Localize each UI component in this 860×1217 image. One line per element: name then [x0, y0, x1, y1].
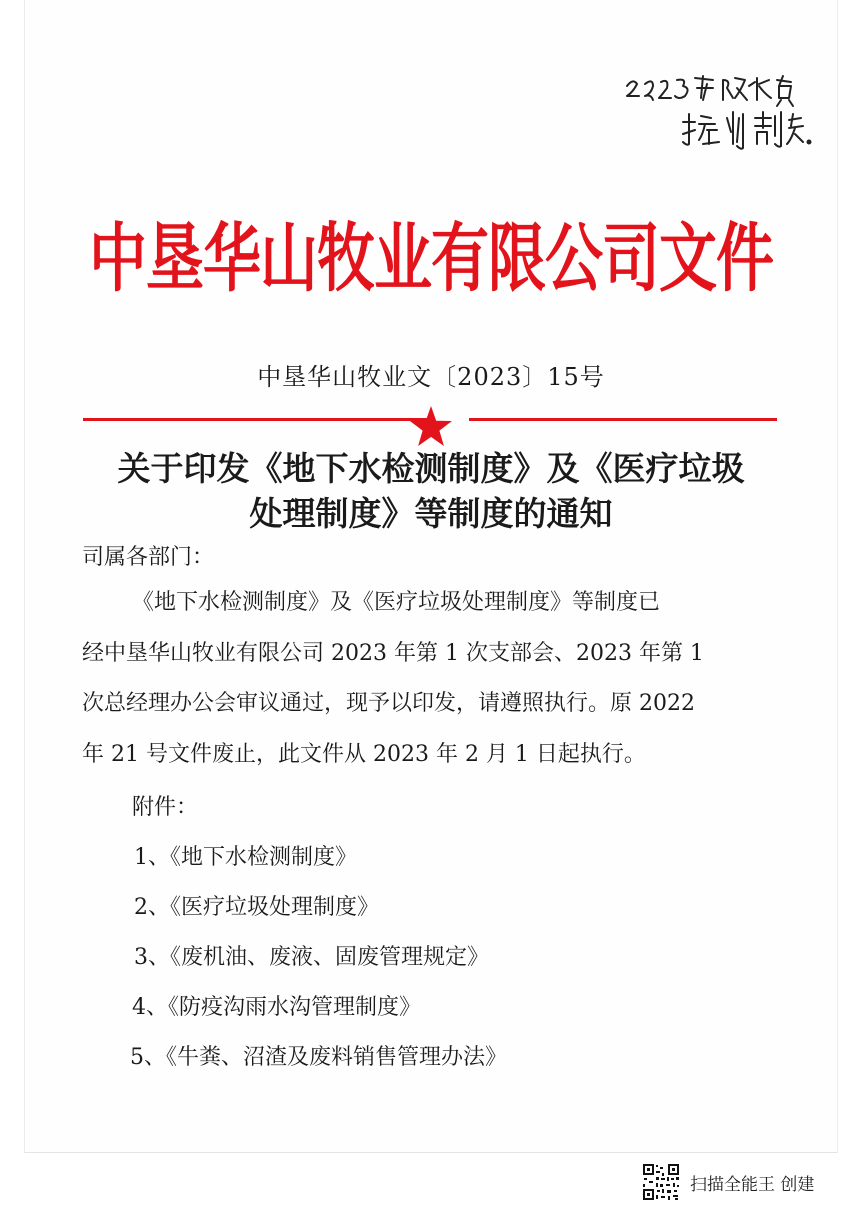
handwritten-signature-graphic [623, 70, 813, 156]
body-paragraph-line: 次总经理办公会审议通过，现予以印发，请遵照执行。原 2022 [82, 691, 695, 716]
scanner-watermark [642, 1162, 814, 1202]
document-header-title: 中垦华山牧业有限公司文件 [88, 214, 773, 302]
notice-title-line: 关于印发《地下水检测制度》及《医疗垃圾 [117, 449, 745, 488]
qr-code-icon [642, 1163, 680, 1201]
attachment-item: 1、《地下水检测制度》 [134, 845, 357, 870]
body-paragraph-line: 《地下水检测制度》及《医疗垃圾处理制度》等制度已 [132, 590, 661, 615]
document-page [24, 0, 838, 1153]
body-paragraph-line: 经中垦华山牧业有限公司 2023 年第 1 次支部会、2023 年第 1 [82, 641, 704, 666]
notice-title [25, 446, 837, 536]
red-divider-left [83, 418, 431, 421]
handwritten-note [623, 70, 813, 156]
notice-title-line: 处理制度》等制度的通知 [249, 494, 613, 533]
recipient-line: 司属各部门： [82, 545, 215, 570]
attachments-label: 附件： [132, 795, 199, 820]
attachment-item: 4、《防疫沟雨水沟管理制度》 [132, 995, 421, 1020]
red-star-icon [409, 405, 453, 447]
attachment-item: 5、《牛粪、沼渣及废料销售管理办法》 [130, 1045, 507, 1070]
scanner-label: 扫描全能王 创建 [690, 1174, 815, 1195]
attachment-item: 3、《废机油、废液、固废管理规定》 [134, 945, 489, 970]
attachment-item: 2、《医疗垃圾处理制度》 [134, 895, 379, 920]
body-paragraph-line: 年 21 号文件废止，此文件从 2023 年 2 月 1 日起执行。 [82, 742, 646, 767]
document-number: 中垦华山牧业文〔2023〕15号 [257, 363, 605, 391]
red-divider-right [469, 418, 777, 421]
